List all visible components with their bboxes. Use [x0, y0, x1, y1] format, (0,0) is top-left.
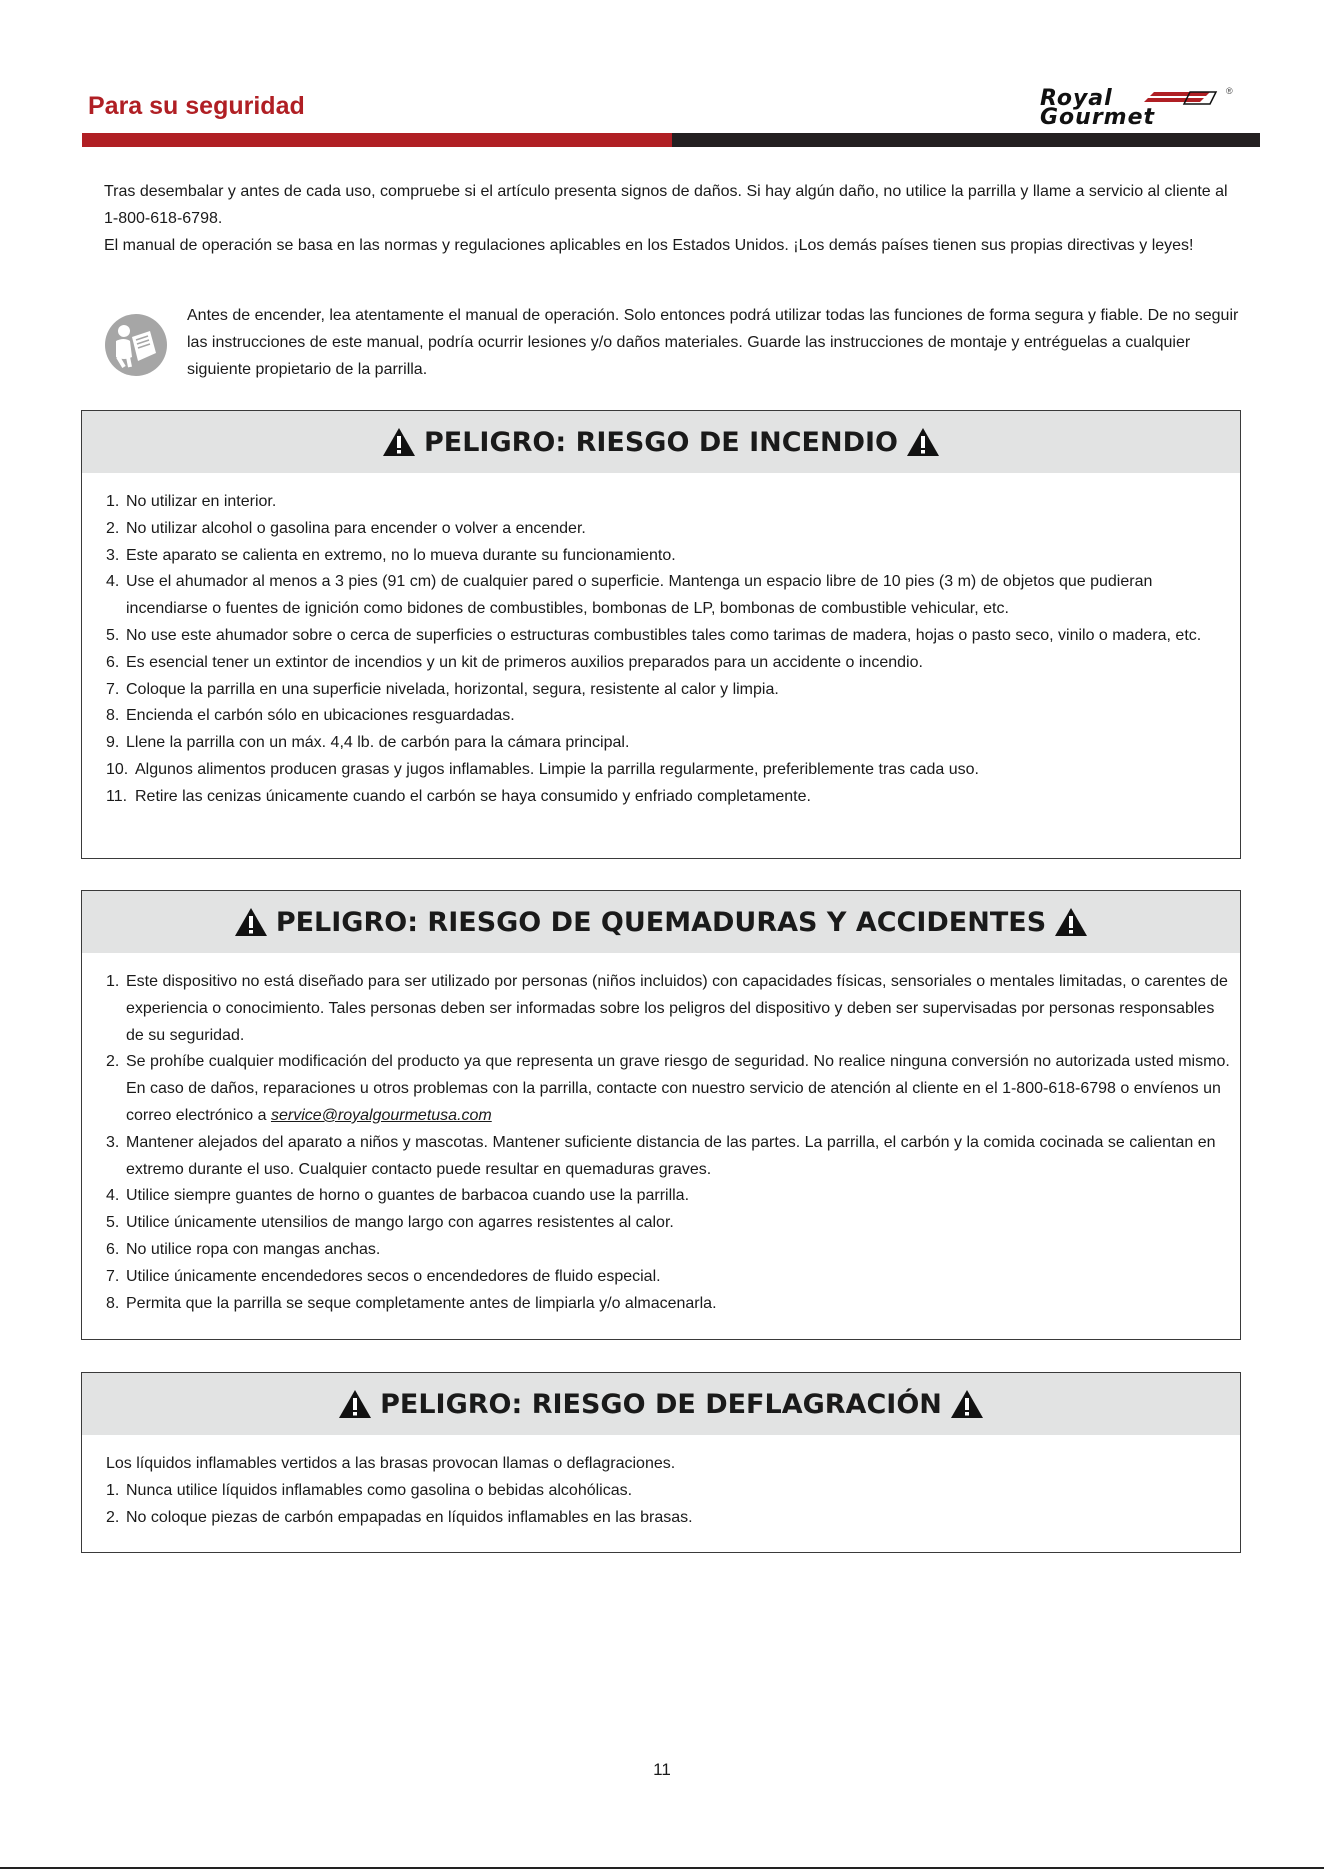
list-item-number: 5.: [106, 626, 120, 644]
list-item-text: Utilice únicamente encendedores secos o encendedores de fluido especial.: [126, 1267, 661, 1285]
list-item-number: 1.: [106, 493, 120, 510]
list-item: 1. Este dispositivo no está diseñado para ser utilizado por personas (niños incluidos) con capacidades físicas, sensoriales o mentales limitadas, o carentes de experiencia o conocimiento. Tales personas deben ser informadas sobre los peligros del dispositivo y deben ser supervisadas por personas responsables de su seguridad.: [106, 969, 1230, 1049]
list-item: [106, 489, 1230, 516]
list-item-number: 1.: [106, 1481, 120, 1499]
list-item: 6. No utilice ropa con mangas anchas.: [106, 1237, 1230, 1264]
list-item: 2. Se prohíbe cualquier modificación del producto ya que representa un grave riesgo de seguridad. No realice ninguna conversión no autorizada usted mismo. En caso de daños, reparaciones u otros problemas con la parrilla, contacte con nuestro servicio de atención al cliente en el 1-800-618-6798 o envíenos un correo electrónico a service@royalgourmetusa.com: [106, 1049, 1230, 1129]
list-item-text: Este aparato se calienta en extremo, no lo mueva durante su funcionamiento.: [126, 546, 676, 564]
list-item: [106, 757, 1230, 784]
list-item-number: 6.: [106, 653, 120, 671]
list-item: [106, 1478, 1230, 1505]
list-item: 7. Utilice únicamente encendedores secos o encendedores de fluido especial.: [106, 1264, 1230, 1291]
list-item: 8. Permita que la parrilla se seque completamente antes de limpiarla y/o almacenarla.: [106, 1291, 1230, 1318]
burn-warning-header: [82, 891, 1240, 953]
fire-warning-box: [81, 410, 1241, 859]
list-item-text: Utilice únicamente utensilios de mango largo con agarres resistentes al calor.: [126, 1214, 674, 1232]
list-item: [106, 677, 1230, 704]
list-item: [106, 730, 1230, 757]
page-number: 11: [653, 1760, 671, 1779]
list-item-text: [126, 1049, 1230, 1129]
intro-paragraph-1: Tras desembalar y antes de cada uso, compruebe si el artículo presenta signos de daños. Si hay algún daño, no utilice la parrilla y llame a servicio al cliente al 1-800-618-6798.: [104, 183, 1228, 227]
list-item-text: No coloque piezas de carbón empapadas en líquidos inflamables en las brasas.: [126, 1508, 693, 1526]
list-item: [106, 516, 1230, 543]
list-item-text: Mantener alejados del aparato a niños y mascotas. Mantener suficiente distancia de las partes. La parrilla, el carbón y la comida cocinada se calientan en extremo durante el uso. Cualquier contacto puede resultar en quemaduras graves.: [126, 1133, 1216, 1178]
list-item-text: Retire las cenizas únicamente cuando el carbón se haya consumido y enfriado completamente.: [135, 787, 811, 805]
logo-line-2: Gourmet: [1040, 105, 1156, 130]
list-item-number: 8.: [106, 707, 120, 725]
read-manual-icon: [104, 313, 168, 377]
list-item-text: No utilizar en interior.: [126, 493, 277, 510]
list-item-number: 2.: [106, 519, 120, 537]
warning-triangle-icon: [1054, 907, 1088, 937]
warning-triangle-icon: [906, 427, 940, 457]
header-bar-red: [82, 133, 672, 147]
list-item-text: Permita que la parrilla se seque completamente antes de limpiarla y/o almacenarla.: [126, 1294, 717, 1312]
deflagration-list: [106, 1478, 1230, 1532]
warning-triangle-icon: [338, 1389, 372, 1419]
deflagration-warning-box: [81, 1372, 1241, 1553]
warning-triangle-icon: [950, 1389, 984, 1419]
bottom-rule: [0, 1867, 1324, 1869]
deflagration-intro: Los líquidos inflamables vertidos a las brasas provocan llamas o deflagraciones.: [106, 1455, 676, 1472]
list-item: [106, 1505, 1230, 1532]
list-item-text: Algunos alimentos producen grasas y jugos inflamables. Limpie la parrilla regularmente, preferiblemente tras cada uso.: [135, 760, 979, 778]
page-title: Para su seguridad: [88, 92, 305, 120]
intro-paragraph-2: El manual de operación se basa en las normas y regulaciones aplicables en los Estados Unidos. ¡Los demás países tienen sus propias directivas y leyes!: [104, 237, 1194, 254]
list-item: [106, 784, 1230, 811]
list-item: [106, 623, 1230, 650]
list-item-text: Llene la parrilla con un máx. 4,4 lb. de carbón para la cámara principal.: [126, 734, 630, 752]
list-item: [106, 703, 1230, 730]
burn-warning-box: [81, 890, 1241, 1340]
list-item-number: 3.: [106, 546, 120, 564]
deflagration-warning-title: PELIGRO: RIESGO DE DEFLAGRACIÓN: [380, 1388, 942, 1420]
royal-gourmet-logo: [1036, 88, 1236, 132]
burn-warning-title: PELIGRO: RIESGO DE QUEMADURAS Y ACCIDENTES: [275, 906, 1047, 938]
deflagration-warning-body: [82, 1435, 1240, 1543]
warning-triangle-icon: [382, 427, 416, 457]
logo-line-1: Royal: [1040, 86, 1113, 111]
list-item: [106, 650, 1230, 677]
manual-note-text: Antes de encender, lea atentamente el manual de operación. Solo entonces podrá utilizar todas las funciones de forma segura y fiable. De no seguir las instrucciones de este manual, podría ocurrir lesiones y/o daños materiales. Guarde las instrucciones de montaje y entréguelas a cualquier siguiente propietario de la parrilla.: [187, 307, 1239, 378]
list-item-number: 4.: [106, 573, 120, 591]
list-item-body: Se prohíbe cualquier modificación del producto ya que representa un grave riesgo de seguridad. No realice ninguna conversión no autorizada usted mismo. En caso de daños, reparaciones u otros problemas con la parrilla, contacte con nuestro servicio de atención al cliente en el 1-800-618-6798 o envíenos un correo electrónico a: [126, 1053, 1230, 1124]
list-item-text: Este dispositivo no está diseñado para ser utilizado por personas (niños incluidos) con capacidades físicas, sensoriales o mentales limitadas, o carentes de experiencia o conocimiento. Tales personas deben ser informadas sobre los peligros del dispositivo y deben ser supervisadas por personas responsables de su seguridad.: [126, 973, 1228, 1044]
warning-triangle-icon: [234, 907, 268, 937]
list-item-number: 10.: [106, 760, 129, 778]
deflagration-warning-header: [82, 1373, 1240, 1435]
burn-warning-list: [82, 953, 1240, 1329]
fire-warning-header: [82, 411, 1240, 473]
fire-warning-title: PELIGRO: RIESGO DE INCENDIO: [424, 426, 898, 458]
support-email-link[interactable]: service@royalgourmetusa.com: [270, 1106, 492, 1124]
list-item-text: Es esencial tener un extintor de incendios y un kit de primeros auxilios preparados para un accidente o incendio.: [126, 653, 923, 671]
list-item-text: Nunca utilice líquidos inflamables como gasolina o bebidas alcohólicas.: [126, 1481, 633, 1499]
intro-section: [104, 178, 1244, 259]
header-bar-dark: [672, 133, 1260, 147]
list-item-text: No utilizar alcohol o gasolina para encender o volver a encender.: [126, 519, 586, 537]
list-item-text: Use el ahumador al menos a 3 pies (91 cm) de cualquier pared o superficie. Mantenga un espacio libre de 10 pies (3 m) de objetos que pudieran incendiarse o fuentes de ignición como bidones de combustibles, bombonas de LP, bombonas de combustible vehicular, etc.: [126, 573, 1153, 618]
list-item-number: 9.: [106, 734, 120, 752]
list-item: [106, 569, 1230, 623]
list-item-text: No use este ahumador sobre o cerca de superficies o estructuras combustibles tales como tarimas de madera, hojas o pasto seco, vinilo o madera, etc.: [126, 626, 1202, 644]
list-item-text: Coloque la parrilla en una superficie nivelada, horizontal, segura, resistente al calor y limpia.: [126, 680, 779, 698]
list-item: 3. Mantener alejados del aparato a niños y mascotas. Mantener suficiente distancia de las partes. La parrilla, el carbón y la comida cocinada se calientan en extremo durante el uso. Cualquier contacto puede resultar en quemaduras graves.: [106, 1130, 1230, 1184]
fire-warning-list: [82, 473, 1240, 823]
list-item-text: Utilice siempre guantes de horno o guantes de barbacoa cuando use la parrilla.: [126, 1187, 690, 1205]
list-item-number: 7.: [106, 680, 120, 698]
list-item-number: 2.: [106, 1508, 120, 1526]
list-item-text: Encienda el carbón sólo en ubicaciones resguardadas.: [126, 707, 515, 725]
list-item-number: 11.: [106, 787, 128, 805]
registered-mark: ®: [1226, 86, 1233, 96]
list-item: 4. Utilice siempre guantes de horno o guantes de barbacoa cuando use la parrilla.: [106, 1183, 1230, 1210]
manual-note: [187, 302, 1247, 383]
list-item: [106, 543, 1230, 570]
list-item-text: No utilice ropa con mangas anchas.: [126, 1240, 381, 1258]
list-item: 5. Utilice únicamente utensilios de mango largo con agarres resistentes al calor.: [106, 1210, 1230, 1237]
